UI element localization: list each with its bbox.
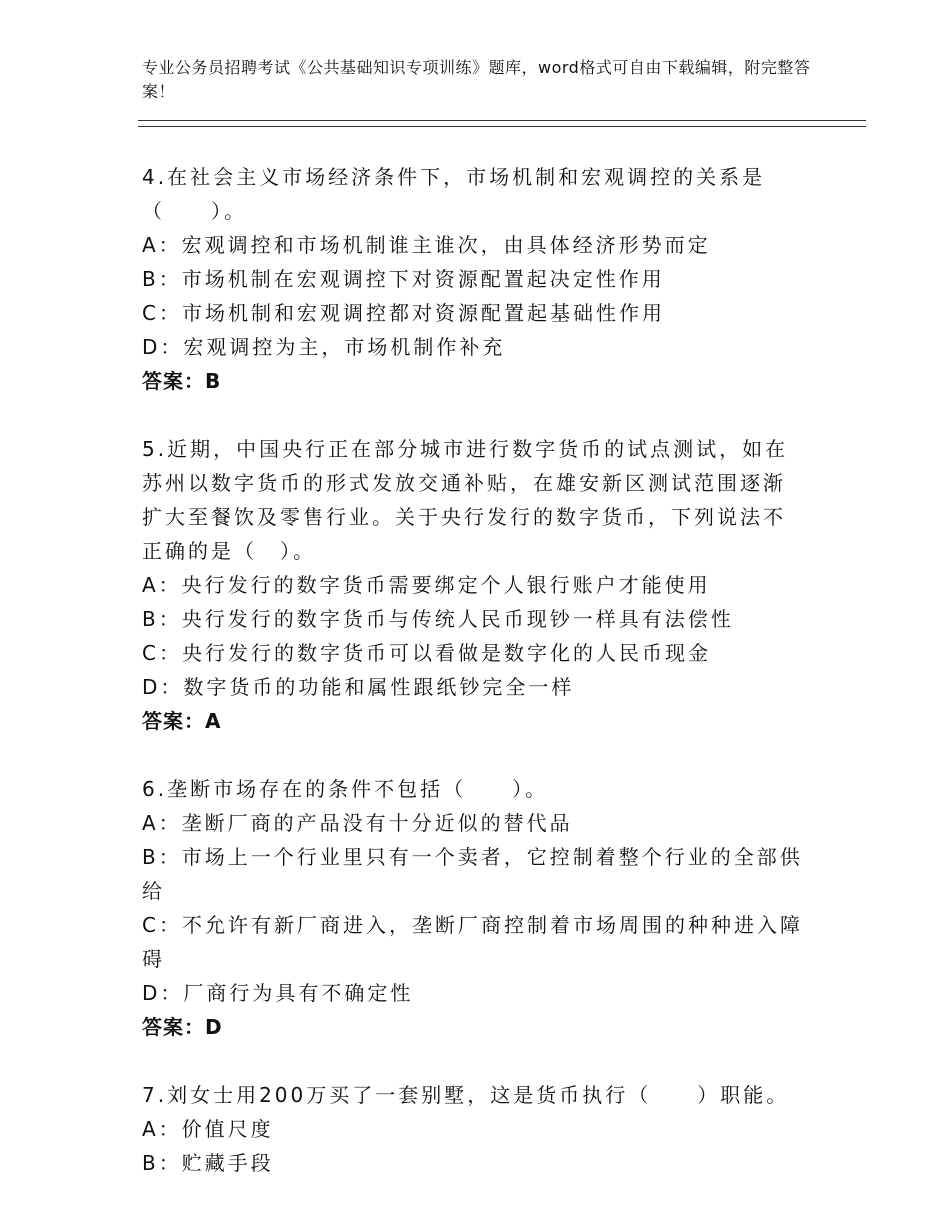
option-d: D：厂商行为具有不确定性	[142, 981, 414, 1005]
option-c: C：央行发行的数字货币可以看做是数字化的人民币现金	[142, 641, 711, 665]
option-b: B：央行发行的数字货币与传统人民币现钞一样具有法偿性	[142, 607, 734, 631]
question-stem: 4.在社会主义市场经济条件下，市场机制和宏观调控的关系是（ ）。	[142, 165, 766, 223]
option-b: B：市场上一个行业里只有一个卖者，它控制着整个行业的全部供给	[142, 845, 803, 903]
page-header: 专业公务员招聘考试《公共基础知识专项训练》题库，word格式可自由下载编辑，附完整答案！	[142, 58, 811, 101]
question-list	[142, 160, 806, 1214]
question-stem: 6.垄断市场存在的条件不包括（ ）。	[142, 777, 549, 801]
question-stem: 7.刘女士用200万买了一套别墅，这是货币执行（ ）职能。	[142, 1083, 790, 1107]
answer-label: 答案：A	[142, 709, 222, 733]
option-a: A：宏观调控和市场机制谁主谁次，由具体经济形势而定	[142, 233, 711, 257]
option-a: A：垄断厂商的产品没有十分近似的替代品	[142, 811, 573, 835]
option-b: B：市场机制在宏观调控下对资源配置起决定性作用	[142, 267, 665, 291]
option-d: D：宏观调控为主，市场机制作补充	[142, 335, 506, 359]
question-7	[142, 1078, 806, 1180]
question-stem: 5.近期，中国央行正在部分城市进行数字货币的试点测试，如在苏州以数字货币的形式发放交通补贴，在雄安新区测试范围逐渐扩大至餐饮及零售行业。关于央行发行的数字货币，下列说法不正确的是（ ）。	[142, 437, 789, 563]
answer-label: 答案：D	[142, 1015, 223, 1039]
option-c: C：不允许有新厂商进入，垄断厂商控制着市场周围的种种进入障碍	[142, 913, 803, 971]
option-a: A：价值尺度	[142, 1117, 274, 1141]
question-6	[142, 772, 806, 1044]
option-c: C：市场机制和宏观调控都对资源配置起基础性作用	[142, 301, 665, 325]
option-d: D：数字货币的功能和属性跟纸钞完全一样	[142, 675, 575, 699]
option-a: A：央行发行的数字货币需要绑定个人银行账户才能使用	[142, 573, 711, 597]
answer-label: 答案：B	[142, 369, 222, 393]
question-5	[142, 432, 806, 738]
question-4	[142, 160, 806, 398]
option-b: B：贮藏手段	[142, 1151, 274, 1175]
header-double-rule	[138, 120, 866, 127]
